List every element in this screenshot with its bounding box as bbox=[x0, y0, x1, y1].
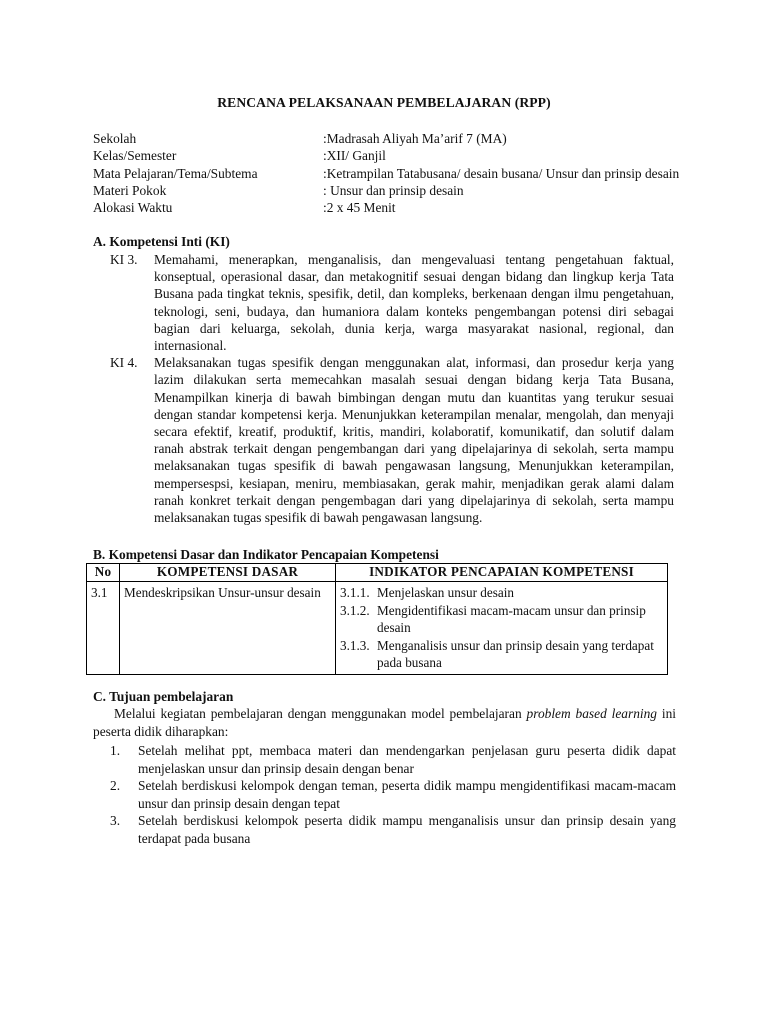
identity-row-mapel bbox=[93, 165, 683, 182]
identity-table bbox=[93, 130, 683, 216]
intro-text: Melalui kegiatan pembelajaran dengan menggunakan model pembelajaran bbox=[114, 706, 527, 721]
list-item-text: Setelah melihat ppt, membaca materi dan mendengarkan penjelasan guru peserta didik dapat menjelaskan unsur dan prinsip desain dengan benar bbox=[138, 743, 676, 776]
indicator-number: 3.1.3. bbox=[340, 637, 370, 653]
identity-label: Alokasi Waktu bbox=[93, 200, 173, 216]
ki-list bbox=[110, 251, 674, 526]
intro-model-name: problem based learning bbox=[526, 706, 658, 721]
section-b-heading: B. Kompetensi Dasar dan Indikator Pencapaian Kompetensi bbox=[93, 547, 439, 562]
identity-label: Kelas/Semester bbox=[93, 148, 177, 164]
indicator-text: Menganalisis unsur dan prinsip desain yang terdapat pada busana bbox=[377, 637, 654, 670]
section-a-heading: A. Kompetensi Inti (KI) bbox=[93, 234, 230, 249]
identity-value: :Madrasah Aliyah Ma’arif 7 (MA) bbox=[323, 131, 507, 146]
list-item bbox=[93, 777, 676, 812]
identity-value: :XII/ Ganjil bbox=[323, 148, 386, 164]
section-c-intro bbox=[93, 705, 676, 740]
row-indicators bbox=[336, 582, 668, 675]
table-row bbox=[87, 582, 668, 675]
list-item-text: Setelah berdiskusi kelompok peserta didik mampu menganalisis unsur dan prinsip desain yang terdapat pada busana bbox=[138, 813, 676, 846]
ki-text: Melaksanakan tugas spesifik dengan menggunakan alat, informasi, dan prosedur kerja yang lazim dilakukan serta memecahkan masalah sesuai dengan bidang kerja Tata Busana, Menampilkan kinerja di bawah bimbingan dengan mutu dan kuantitas yang terukur sesuai dengan standar kompetensi kerja. Menunjukkan keterampilan menalar, mengolah, dan menyaji secara efektif, kreatif, produktif, kritis, mandiri, kolaboratif, komunikatif, dan solutif dalam ranah abstrak terkait dengan pengembangan dari yang dipelajarinya di sekolah, serta mampu melaksanakan tugas spesifik di bawah pengawasan langsung, Menunjukkan keterampilan, mempersespsi, kesiapan, meniru, membiasakan, gerak mahir, menjadikan gerak alami dalam ranah konkret terkait dengan pengembagan dari yang dipelajarinya di sekolah, serta mampu melaksanakan tugas spesifik di bawah pengawasan langsung. bbox=[154, 355, 674, 526]
section-c-heading: C. Tujuan pembelajaran bbox=[93, 689, 234, 704]
section-c bbox=[93, 688, 676, 847]
list-item bbox=[93, 742, 676, 777]
identity-label: Sekolah bbox=[93, 131, 137, 146]
indicator-text: Menjelaskan unsur desain bbox=[377, 585, 514, 600]
tujuan-list bbox=[93, 742, 676, 847]
list-item bbox=[93, 812, 676, 847]
indicator-number: 3.1.1. bbox=[340, 585, 370, 600]
table-header-row bbox=[87, 564, 668, 582]
header-indikator: INDIKATOR PENCAPAIAN KOMPETENSI bbox=[336, 564, 668, 582]
identity-row-sekolah bbox=[93, 130, 683, 147]
list-item-text: Setelah berdiskusi kelompok dengan teman, peserta didik mampu mengidentifikasi macam-macam unsur dan prinsip desain dengan tepat bbox=[138, 778, 676, 811]
ki-text: Memahami, menerapkan, menganalisis, dan mengevaluasi tentang pengetahuan faktual, konseptual, operasional dasar, dan metakognitif sesuai dengan bidang dan lingkup kerja Tata Busana pada tingkat teknis, spesifik, detil, dan kompleks, berkenaan dengan ilmu pengetahuan, teknologi, seni, budaya, dan humaniora dalam konteks pengembangan potensi diri sebagai bagian dari keluarga, sekolah, dunia kerja, warga masyarakat nasional, regional, dan internasional. bbox=[154, 252, 674, 354]
list-item-number: 1. bbox=[110, 743, 121, 758]
kompetensi-table bbox=[86, 563, 668, 675]
identity-row-kelas bbox=[93, 147, 683, 164]
identity-label: Materi Pokok bbox=[93, 182, 167, 198]
identity-value: :Ketrampilan Tatabusana/ desain busana/ Unsur dan prinsip desain bbox=[323, 165, 680, 181]
identity-label: Mata Pelajaran/Tema/Subtema bbox=[93, 165, 258, 181]
identity-row-materi bbox=[93, 182, 683, 199]
header-no: No bbox=[87, 564, 120, 582]
indicator-item bbox=[340, 637, 663, 672]
row-number: 3.1 bbox=[87, 582, 120, 675]
row-kompetensi-dasar: Mendeskripsikan Unsur-unsur desain bbox=[120, 582, 336, 675]
identity-row-alokasi bbox=[93, 199, 683, 216]
list-item-number: 3. bbox=[110, 813, 121, 828]
ki-number: KI 4. bbox=[110, 355, 138, 371]
list-item-number: 2. bbox=[110, 778, 121, 793]
ki-item-4 bbox=[110, 354, 674, 526]
identity-value: : Unsur dan prinsip desain bbox=[323, 182, 464, 198]
indicator-item bbox=[340, 584, 663, 602]
indicator-item bbox=[340, 602, 663, 637]
ki-item-3 bbox=[110, 251, 674, 354]
document-title: RENCANA PELAKSANAAN PEMBELAJARAN (RPP) bbox=[217, 95, 551, 110]
intro-text-end: ini peserta didik diharapkan: bbox=[93, 706, 677, 739]
header-kompetensi-dasar: KOMPETENSI DASAR bbox=[120, 564, 336, 582]
indicator-number: 3.1.2. bbox=[340, 602, 370, 618]
indicator-text: Mengidentifikasi macam-macam unsur dan prinsip desain bbox=[377, 602, 646, 635]
ki-number: KI 3. bbox=[110, 252, 138, 267]
identity-value: :2 x 45 Menit bbox=[323, 200, 396, 216]
